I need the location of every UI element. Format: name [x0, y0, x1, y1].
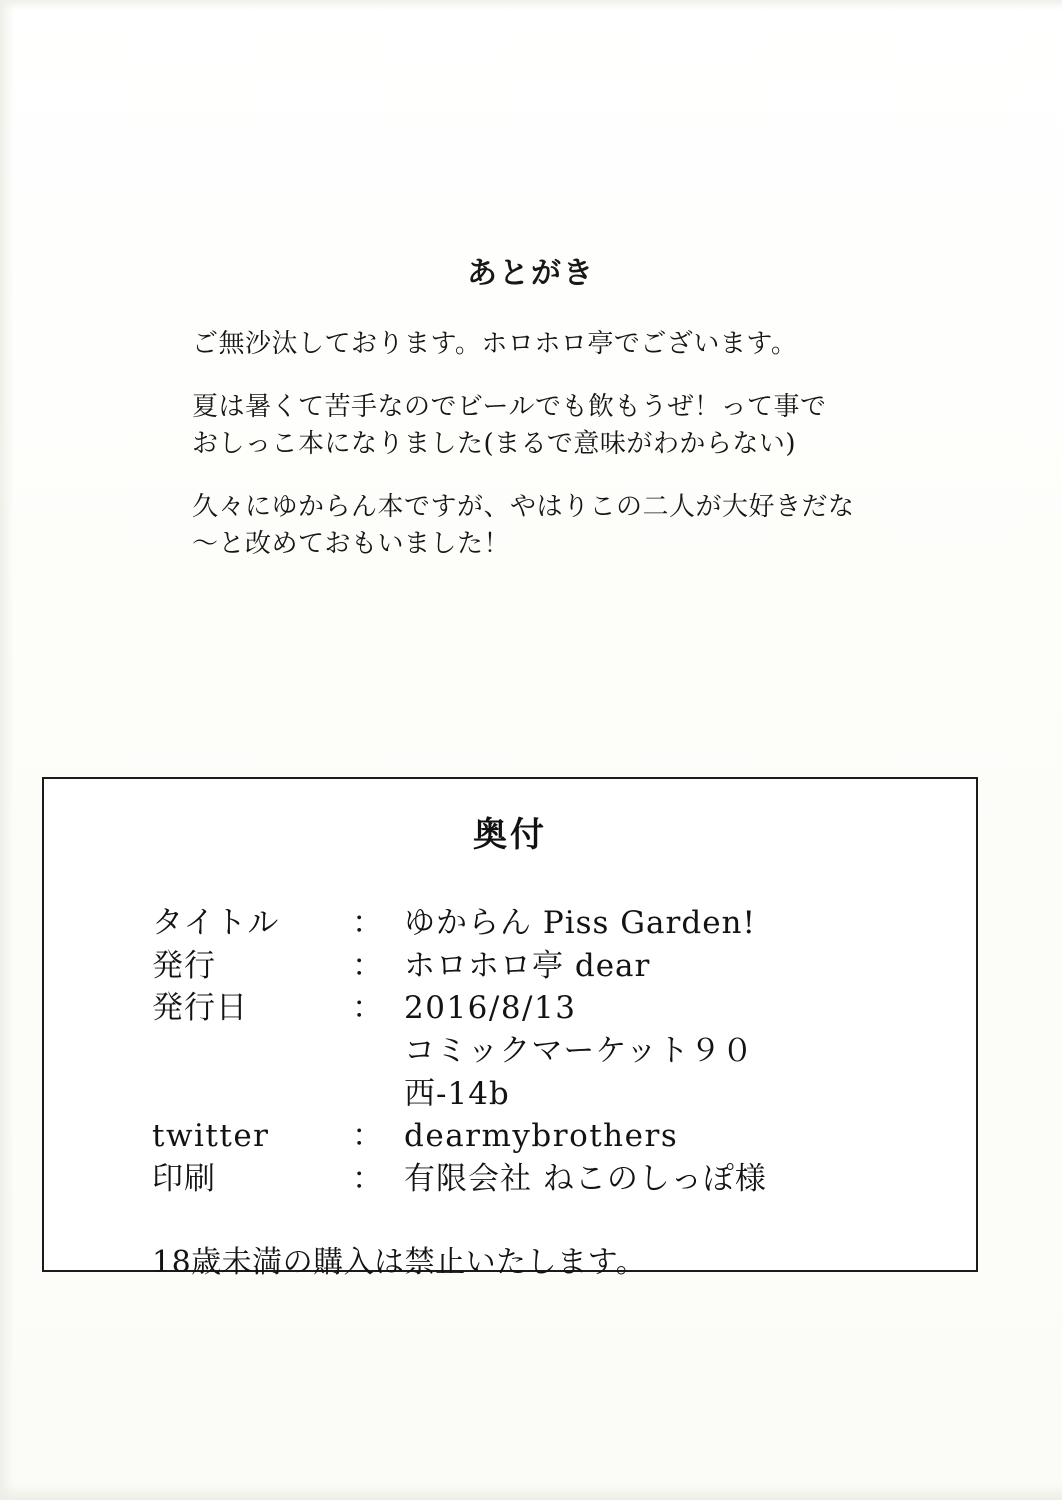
table-row: [152, 1160, 767, 1203]
afterword-paragraph: [192, 489, 892, 563]
colophon-colon: ：: [352, 947, 383, 984]
colophon-label: [152, 1075, 352, 1118]
colophon-table: [152, 904, 767, 1203]
table-row: [152, 1117, 767, 1160]
colophon-box: [42, 777, 978, 1280]
age-restriction-notice: 18歳未満の購入は禁止いたします。: [152, 1244, 647, 1280]
colophon-label-twitter: twitter: [152, 1118, 270, 1155]
afterword-heading: あとがき: [467, 256, 595, 291]
colophon-value-date: 2016/8/13: [404, 990, 577, 1027]
colophon-label: [152, 1032, 352, 1075]
afterword-body: [170, 326, 892, 563]
colophon-colon: ：: [352, 990, 383, 1027]
colophon-value-twitter: dearmybrothers: [404, 1118, 679, 1155]
colophon-colon: ：: [352, 905, 383, 941]
colophon-value-publisher: ホロホロ亭 dear: [404, 947, 651, 984]
colophon-label: 発行日: [152, 990, 248, 1027]
afterword-line: 〜と改めておもいました！: [192, 528, 511, 559]
afterword-paragraph: [192, 389, 892, 463]
table-row: [152, 904, 767, 947]
table-row: [152, 1075, 767, 1118]
afterword-line: 久々にゆからん本ですが、やはりこの二人が大好きだな: [192, 491, 855, 522]
afterword-line: おしっこ本になりました(まるで意味がわからない): [192, 428, 797, 459]
paper-edge-bottom: [0, 1484, 1062, 1500]
colophon-colon: [352, 1032, 404, 1075]
colophon-label: タイトル: [152, 905, 280, 941]
colophon-colon: [352, 1075, 404, 1118]
table-row: [152, 947, 767, 990]
paper-edge-top: [0, 0, 1062, 10]
colophon-label: 印刷: [152, 1161, 216, 1198]
paper-edge-left: [0, 0, 14, 1500]
colophon-colon: ：: [352, 1118, 383, 1155]
table-row: [152, 989, 767, 1032]
afterword-section: [0, 248, 1062, 563]
afterword-line: ご無沙汰しております。ホロホロ亭でございます。: [192, 329, 798, 359]
table-row: [152, 1032, 767, 1075]
colophon-value-printer: 有限会社 ねこのしっぽ様: [404, 1161, 767, 1198]
colophon-value-title: ゆからん Piss Garden!: [404, 905, 756, 941]
colophon-value-event: コミックマーケット９０: [404, 1033, 754, 1070]
colophon-colon: ：: [352, 1161, 383, 1198]
afterword-line: 夏は暑くて苦手なのでビールでも飲もうぜ！って事で: [192, 391, 827, 422]
colophon-value-booth: 西-14b: [404, 1075, 510, 1112]
afterword-paragraph: [192, 326, 892, 363]
colophon-label: 発行: [152, 947, 216, 984]
colophon-heading: 奥付: [473, 815, 547, 855]
